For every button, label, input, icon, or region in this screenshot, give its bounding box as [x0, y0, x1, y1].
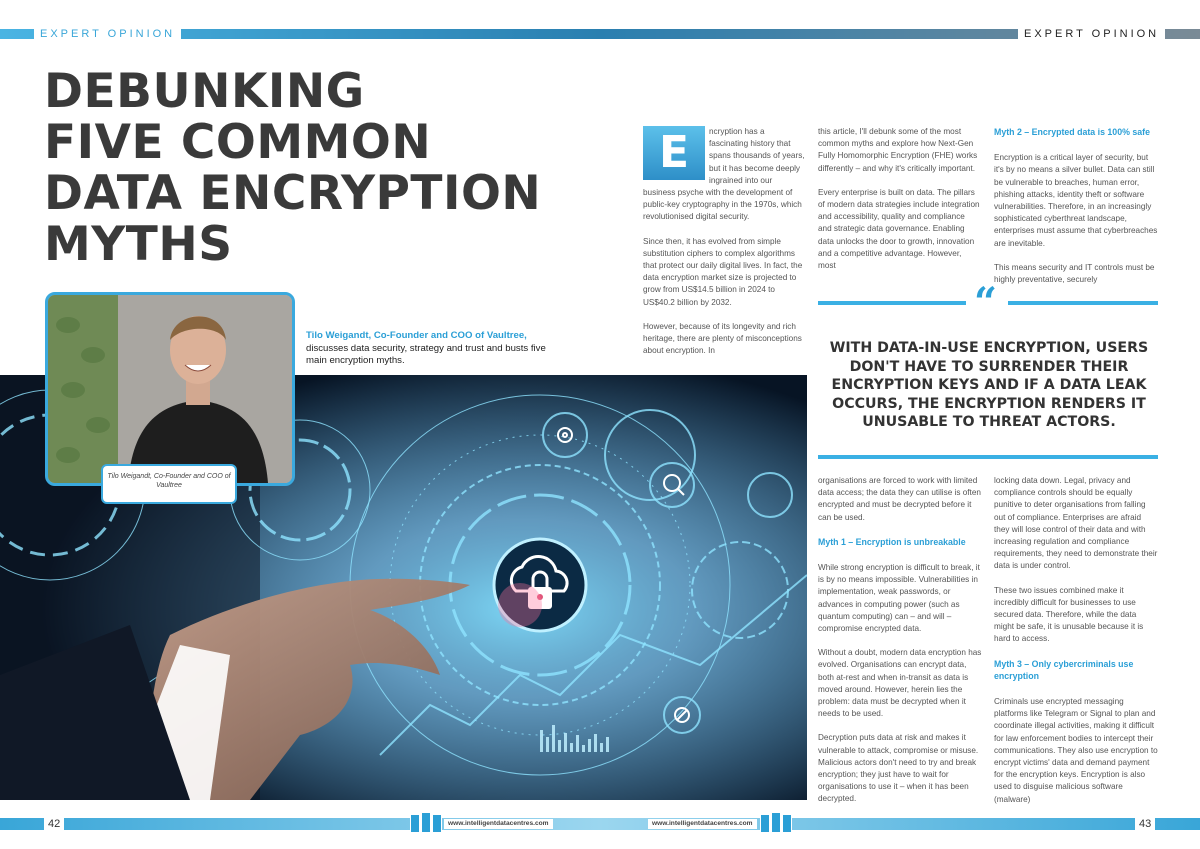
section-label-right: EXPERT OPINION — [1018, 26, 1165, 42]
portrait-image — [48, 295, 292, 483]
body-paragraph: Since then, it has evolved from simple substitution ciphers to complex algorithms that protect our daily digital lives. In fact, the data encryption market size is projected to grow from US$14.5 billion in 2024 to US$40.2 billion by 2032. — [643, 236, 803, 307]
footer-url-left[interactable]: www.intelligentdatacentres.com — [444, 819, 553, 829]
page-number-left: 42 — [44, 816, 64, 832]
body-paragraph: These two issues combined make it incredibly difficult for businesses to use secured data. Therefore, while the data might be safe, it is unusable because it is hard to access. — [994, 585, 1144, 644]
body-paragraph: Every enterprise is built on data. The pillars of modern data strategies include integration and accessibility, quality and compliance and strategic data governance. Enabling data unlocks the door to growth, innovation and a competitive advantage. However, most — [818, 187, 980, 271]
body-paragraph: Decryption puts data at risk and makes it vulnerable to attack, compromise or misuse. Malicious actors don't need to try and break encryption; they just have to wait for organisations to use it – when it has been decrypted. — [818, 733, 979, 804]
title-line: FIVE COMMON — [44, 115, 432, 170]
pull-quote-rule-top-left — [818, 301, 966, 305]
photo-caption: Tilo Weigandt, Co-Founder and COO of Vaultree — [101, 464, 237, 504]
server-logo-icon — [410, 813, 442, 833]
article-title — [44, 66, 604, 270]
column-1 — [643, 126, 805, 369]
myth-1-heading: Myth 1 – Encryption is unbreakable — [818, 536, 966, 547]
title-line: DATA ENCRYPTION — [44, 166, 542, 221]
section-label-left: EXPERT OPINION — [34, 26, 181, 42]
body-paragraph: locking data down. Legal, privacy and compliance controls should be equally punitive to deter organisations from falling out of compliance. Enterprises are afraid they will lose control of their data and with increasing regulation and compliance requirements, they need to demonstrate their data is under control. — [994, 476, 1158, 571]
title-line: DEBUNKING — [44, 64, 365, 119]
column-2-top — [818, 126, 980, 284]
pull-quote: WITH DATA-IN-USE ENCRYPTION, USERS DON'T HAVE TO SURRENDER THEIR ENCRYPTION KEYS AND IF A DATA LEAK OCCURS, THE ENCRYPTION RENDERS IT UNUSABLE TO THREAT ACTORS. — [829, 340, 1149, 430]
body-paragraph: ncryption has a fascinating history that spans thousands of years, but it has become deeply ingrained into our business psyche with the development of public-key cryptography in the 1970s, which revolutionised digital security. — [643, 127, 805, 222]
author-name: Tilo Weigandt, Co-Founder and COO of Vaultree, — [306, 330, 527, 341]
standfirst — [306, 330, 556, 368]
footer-url-right[interactable]: www.intelligentdatacentres.com — [648, 819, 757, 829]
body-paragraph: this article, I'll debunk some of the most common myths and explore how Next-Gen Fully Homomorphic Encryption (FHE) works differently – and why it's critically important. — [818, 127, 978, 173]
quote-mark-icon: “ — [974, 279, 998, 326]
standfirst-text: discusses data security, strategy and trust and busts five main encryption myths. — [306, 342, 546, 366]
body-paragraph: Without a doubt, modern data encryption has evolved. Organisations can encrypt data, both at-rest and when in-transit as data is moved around. However, herein lies the problem: data must be decrypted when it needs to be used. — [818, 648, 982, 719]
myth-3-heading: Myth 3 – Only cybercriminals use encryption — [994, 658, 1134, 681]
body-paragraph: While strong encryption is difficult to break, it is by no means impossible. Vulnerabilities in implementation, weak passwords, or advances in computing power (such as quantum computing) can – and will – compromise encrypted data. — [818, 563, 980, 634]
column-2-bottom — [818, 475, 982, 818]
page-number-right: 43 — [1135, 816, 1155, 832]
title-line: MYTHS — [44, 217, 233, 272]
drop-cap: E — [643, 126, 705, 180]
body-paragraph: Encryption is a critical layer of security, but it's by no means a silver bullet. Data can still be vulnerable to breaches, human error, phishing attacks, identity theft or software vulnerabilities. Therefore, in an increasingly sophisticated cyberthreat landscape, enterprises must assume that cyberbreaches are inevitable. — [994, 153, 1158, 248]
column-3-bottom — [994, 475, 1158, 818]
pull-quote-rule-top-right — [1008, 301, 1158, 305]
column-3-top — [994, 126, 1158, 298]
body-paragraph: This means security and IT controls must be highly preventative, securely — [994, 262, 1155, 285]
myth-2-heading: Myth 2 – Encrypted data is 100% safe — [994, 127, 1150, 137]
body-paragraph: Criminals use encrypted messaging platforms like Telegram or Signal to plan and coordinate illegal activities, making it difficult for law enforcement bodies to intercept their communications. They also use encryption to encrypt victims' data and demand payment for the encryption keys. Encryption is also used to disguise malicious software (malware) — [994, 697, 1158, 804]
server-logo-icon — [760, 813, 792, 833]
author-photo — [45, 292, 295, 486]
body-paragraph: However, because of its longevity and rich heritage, there are plenty of misconceptions about encryption. In — [643, 321, 802, 356]
pull-quote-rule-bottom — [818, 455, 1158, 459]
body-paragraph: organisations are forced to work with limited data access; the data they can utilise is often encrypted and must be decrypted before it can be used. — [818, 476, 981, 522]
